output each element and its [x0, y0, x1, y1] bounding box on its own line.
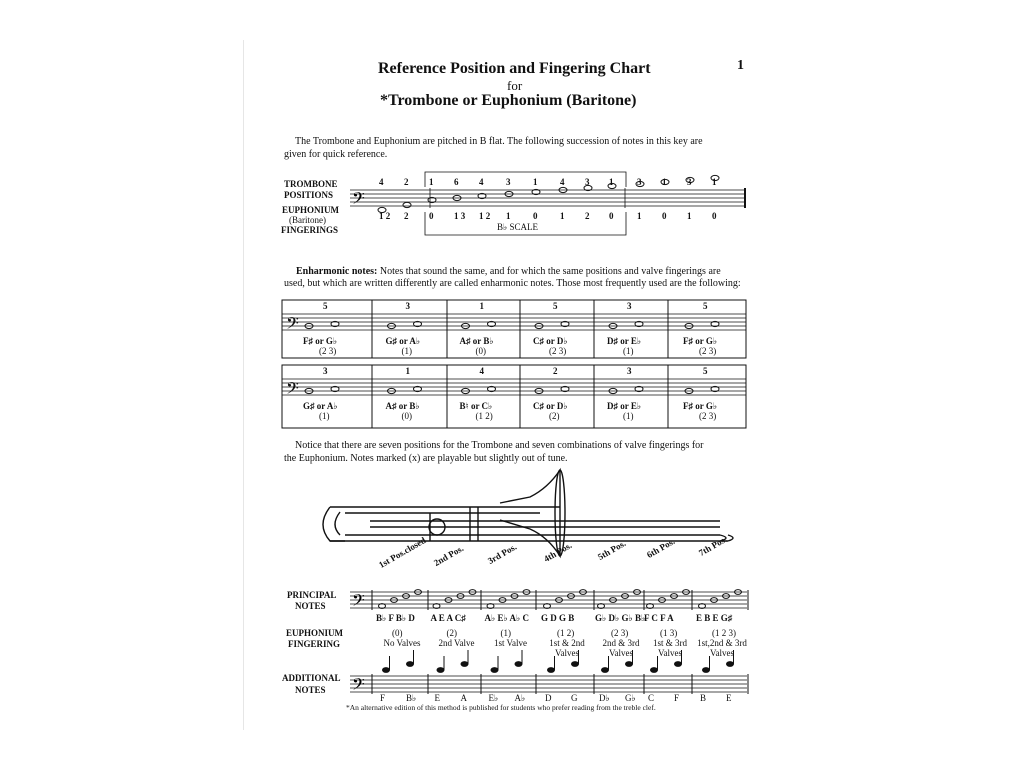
bass-clef-icon: 𝄢: [286, 315, 299, 337]
fingering-number: (1 2 3): [712, 628, 736, 638]
bass-clef-icon: 𝄢: [286, 380, 299, 402]
principal-notes: A♭ E♭ A♭ C: [484, 613, 529, 623]
position-name: 7th Pos.: [697, 534, 729, 558]
additional-note: F: [380, 693, 386, 703]
additional-note: E♭: [488, 693, 499, 703]
fingering-text: 1st Valve: [493, 638, 528, 648]
fingering-text: 1st & 2nd Valves: [549, 638, 585, 658]
page-number: 1: [737, 58, 744, 73]
scale-euphonium-fingering: 1: [506, 211, 511, 221]
scale-trombone-position: 4: [479, 177, 484, 187]
scale-euphonium-fingering: 0: [533, 211, 538, 221]
label-fingering: FINGERING: [288, 639, 341, 649]
bass-clef-icon: 𝄢: [352, 592, 365, 614]
enharmonic-pair: D♯ or E♭: [607, 401, 642, 411]
additional-note: F: [674, 693, 680, 703]
additional-note-head: [437, 668, 444, 673]
trombone-position: 5: [703, 301, 708, 311]
additional-note-head: [727, 662, 734, 667]
scale-euphonium-fingering: 1 2: [379, 211, 391, 221]
fingering-number: (0): [392, 628, 403, 638]
additional-note-head: [461, 662, 468, 667]
fingering-text: 1st,2nd & 3rd Valves: [697, 638, 747, 658]
scale-euphonium-fingering: 1: [637, 211, 642, 221]
additional-note: C: [648, 693, 655, 703]
intro-line-1: The Trombone and Euphonium are pitched in B flat. The following succession of notes in this key are: [295, 136, 703, 147]
scale-trombone-position: 2: [404, 177, 409, 187]
additional-note: B: [700, 693, 707, 703]
fingering-text: 2nd Valve: [438, 638, 475, 648]
scale-trombone-position: 3: [687, 177, 692, 187]
scale-euphonium-fingering: 1: [560, 211, 565, 221]
label-notes: NOTES: [295, 601, 326, 611]
fingering-number: (2): [446, 628, 457, 638]
additional-note-head: [651, 668, 658, 673]
trombone-position: 5: [323, 301, 328, 311]
trombone-position: 3: [405, 301, 410, 311]
fingering-number: (1 3): [660, 628, 678, 638]
additional-note: B♭: [406, 693, 417, 703]
enharmonic-pair: G♯ or A♭: [385, 336, 421, 346]
additional-note: D♭: [599, 693, 610, 703]
enharmonic-pair: C♯ or D♭: [533, 336, 568, 346]
bass-clef-icon: 𝄢: [352, 190, 365, 212]
notice-line-2: the Euphonium. Notes marked (x) are playable but slightly out of tune.: [284, 453, 568, 464]
trombone-position: 5: [703, 366, 708, 376]
position-name: 4th Pos.: [542, 540, 574, 564]
additional-note-head: [602, 668, 609, 673]
label-euphonium: EUPHONIUM: [282, 205, 339, 215]
fingering-text: No Valves: [383, 638, 421, 648]
euphonium-fingering: (0): [475, 346, 486, 356]
additional-note-head: [703, 668, 710, 673]
additional-note: G: [571, 693, 578, 703]
fingering-number: (1 2): [557, 628, 575, 638]
label-fingerings: FINGERINGS: [281, 225, 339, 235]
enharmonic-pair: D♯ or E♭: [607, 336, 642, 346]
euphonium-fingering: (1): [319, 411, 330, 421]
additional-note-head: [548, 668, 555, 673]
principal-notes: F C F A: [644, 613, 674, 623]
additional-note: G♭: [625, 693, 636, 703]
scale-trombone-position: 3: [585, 177, 590, 187]
trombone-position: 1: [479, 301, 484, 311]
euphonium-fingering: (1): [623, 346, 634, 356]
additional-note: A♭: [514, 693, 526, 703]
trombone-position: 1: [405, 366, 410, 376]
principal-notes: G♭ D♭ G♭ B♭: [595, 613, 646, 623]
euphonium-fingering: (2 3): [699, 411, 717, 421]
scale-trombone-position: 3: [637, 177, 642, 187]
scale-trombone-position: 4: [560, 177, 565, 187]
enharmonic-heading: Enharmonic notes:: [296, 266, 378, 277]
trombone-position: 2: [553, 366, 558, 376]
intro-line-2: given for quick reference.: [284, 149, 388, 160]
principal-notes: A E A C♯: [430, 613, 466, 623]
scale-euphonium-fingering: 0: [609, 211, 614, 221]
trombone-position: 3: [323, 366, 328, 376]
scale-euphonium-fingering: 2: [585, 211, 590, 221]
scale-euphonium-fingering: 1 2: [479, 211, 491, 221]
position-name: 3rd Pos.: [485, 541, 518, 566]
enharmonic-pair: A♯ or B♭: [459, 336, 494, 346]
additional-note: E: [726, 693, 732, 703]
label-euph-fingering: EUPHONIUM: [286, 628, 343, 638]
position-name: 2nd Pos.: [431, 543, 465, 568]
euphonium-fingering: (1 2): [475, 411, 493, 421]
trombone-position: 5: [553, 301, 558, 311]
scale-trombone-position: 4: [379, 177, 384, 187]
position-name: 5th Pos.: [596, 538, 628, 562]
trombone-position: 3: [627, 366, 632, 376]
enharmonic-pair: F♯ or G♭: [683, 401, 718, 411]
scale-trombone-position: 6: [454, 177, 459, 187]
additional-note: D: [545, 693, 552, 703]
footnote: *An alternative edition of this method is published for students who prefer reading from the treble clef.: [346, 703, 656, 712]
additional-note-head: [383, 668, 390, 673]
fingering-text: 2nd & 3rd Valves: [602, 638, 640, 658]
bass-clef-icon: 𝄢: [352, 676, 365, 698]
scale-trombone-position: 1: [429, 177, 434, 187]
scale-trombone-position: 3: [506, 177, 511, 187]
enharmonic-pair: C♯ or D♭: [533, 401, 568, 411]
fingering-number: (2 3): [611, 628, 629, 638]
enharmonic-intro-1: Notes that sound the same, and for which the same positions and valve fingerings are: [379, 266, 721, 277]
euphonium-fingering: (2 3): [699, 346, 717, 356]
scale-trombone-position: 1: [662, 177, 667, 187]
additional-note-head: [407, 662, 414, 667]
label-principal: PRINCIPAL: [287, 590, 337, 600]
principal-notes: G D G B: [541, 613, 575, 623]
enharmonic-pair: B♮ or C♭: [459, 401, 493, 411]
euphonium-fingering: (1): [623, 411, 634, 421]
page-title: Reference Position and Fingering Chart: [378, 60, 651, 77]
additional-note-head: [626, 662, 633, 667]
additional-note-head: [491, 668, 498, 673]
additional-note-head: [572, 662, 579, 667]
scale-trombone-position: 1: [533, 177, 538, 187]
page-subtitle: *Trombone or Euphonium (Baritone): [380, 92, 637, 109]
euphonium-fingering: (0): [401, 411, 412, 421]
principal-notes: E B E G♯: [696, 613, 733, 623]
scale-euphonium-fingering: 1 3: [454, 211, 466, 221]
enharmonic-intro-2: used, but which are written differently are called enharmonic notes. Those most frequently used are the following:: [284, 278, 741, 289]
title-for: for: [507, 78, 523, 93]
additional-note: A: [460, 693, 467, 703]
additional-note-head: [675, 662, 682, 667]
label-positions: POSITIONS: [284, 190, 334, 200]
enharmonic-pair: A♯ or B♭: [385, 401, 420, 411]
trombone-position: 4: [479, 366, 484, 376]
scale-label: B♭ SCALE: [497, 222, 539, 232]
euphonium-fingering: (2 3): [319, 346, 337, 356]
position-name: 6th Pos.: [645, 536, 677, 560]
euphonium-fingering: (1): [401, 346, 412, 356]
euphonium-fingering: (2): [549, 411, 560, 421]
label-additional: ADDITIONAL: [282, 673, 341, 683]
position-name: 1st Pos.closed: [377, 535, 428, 570]
label-add-notes: NOTES: [295, 685, 326, 695]
euphonium-fingering: (2 3): [549, 346, 567, 356]
scale-euphonium-fingering: 0: [429, 211, 434, 221]
enharmonic-pair: G♯ or A♭: [303, 401, 338, 411]
scale-trombone-position: 1: [712, 177, 717, 187]
scale-trombone-position: 1: [609, 177, 614, 187]
scale-euphonium-fingering: 0: [712, 211, 717, 221]
scale-euphonium-fingering: 1: [687, 211, 692, 221]
label-trombone: TROMBONE: [284, 179, 338, 189]
notice-line-1: Notice that there are seven positions for the Trombone and seven combinations of valve fingerings for: [295, 440, 704, 451]
label-baritone: (Baritone): [289, 215, 326, 225]
additional-note: E: [434, 693, 440, 703]
scale-euphonium-fingering: 0: [662, 211, 667, 221]
fingering-number: (1): [500, 628, 511, 638]
trombone-position: 3: [627, 301, 632, 311]
scale-euphonium-fingering: 2: [404, 211, 409, 221]
principal-notes: B♭ F B♭ D: [376, 613, 415, 623]
enharmonic-pair: F♯ or G♭: [303, 336, 338, 346]
enharmonic-pair: F♯ or G♭: [683, 336, 718, 346]
fingering-text: 1st & 3rd Valves: [652, 638, 687, 658]
additional-note-head: [515, 662, 522, 667]
